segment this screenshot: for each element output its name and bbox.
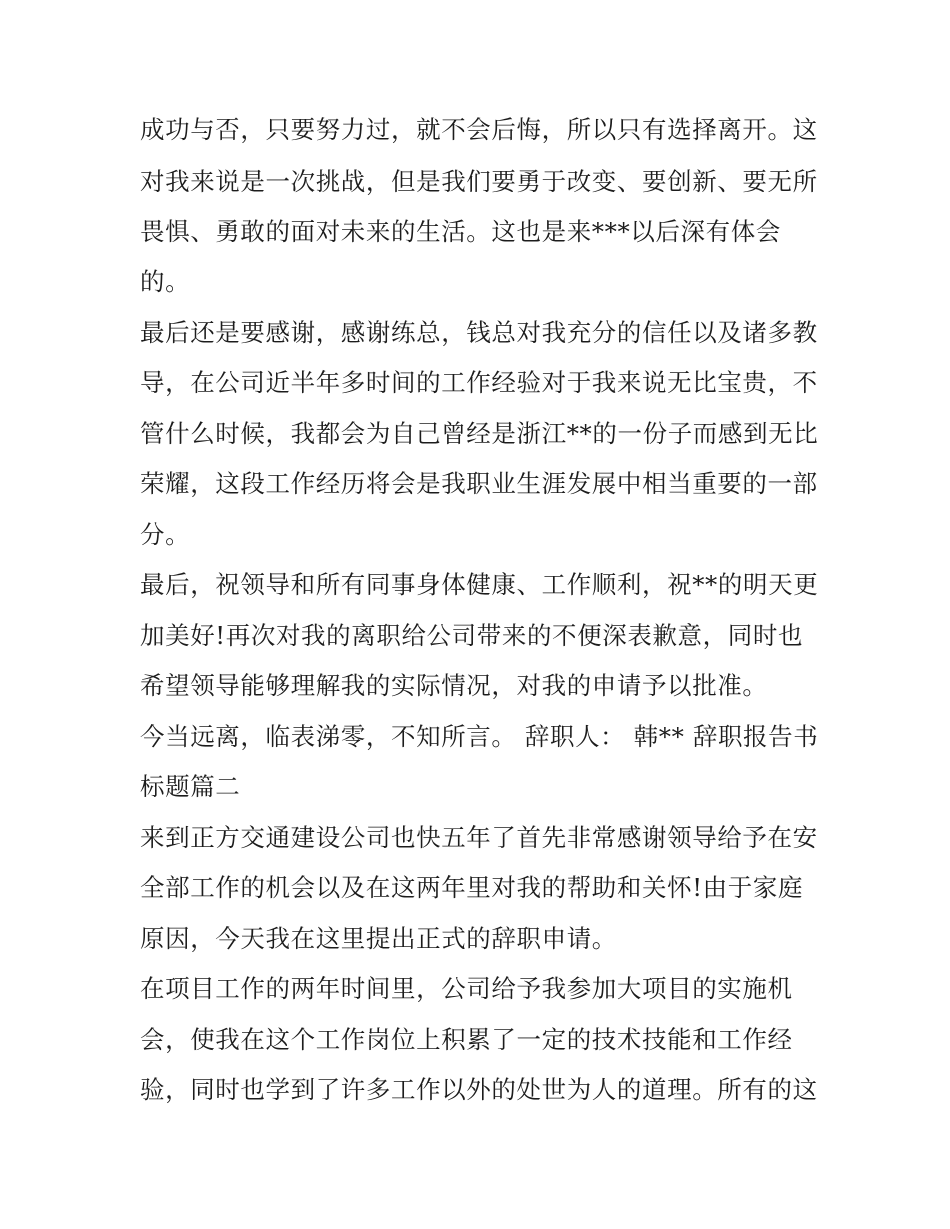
text-line: 验，同时也学到了许多工作以外的处世为人的道理。所有的这 (140, 1075, 818, 1104)
text-line: 荣耀，这段工作经历将会是我职业生涯发展中相当重要的一部 (140, 469, 818, 498)
text-line: 会，使我在这个工作岗位上积累了一定的技术技能和工作经 (140, 1025, 793, 1054)
text-line: 的。 (140, 267, 191, 296)
text-line: 管什么时候，我都会为自己曾经是浙江**的一份子而感到无比 (140, 419, 819, 448)
text-line: 分。 (140, 520, 191, 549)
text-line: 对我来说是一次挑战，但是我们要勇于改变、要创新、要无所 (140, 167, 818, 196)
text-line: 加美好!再次对我的离职给公司带来的不便深表歉意，同时也 (140, 621, 804, 650)
text-line: 希望领导能够理解我的实际情况，对我的申请予以批准。 (140, 671, 768, 700)
text-line: 导，在公司近半年多时间的工作经验对于我来说无比宝贵，不 (140, 368, 818, 397)
text-line: 成功与否，只要努力过，就不会后悔，所以只有选择离开。这 (140, 115, 818, 144)
text-line: 标题篇二 (140, 772, 241, 801)
text-line: 畏惧、勇敢的面对未来的生活。这也是来***以后深有体会 (140, 217, 781, 246)
text-line: 在项目工作的两年时间里，公司给予我参加大项目的实施机 (140, 974, 793, 1003)
text-line: 最后，祝领导和所有同事身体健康、工作顺利，祝**的明天更 (140, 570, 819, 599)
text-line: 最后还是要感谢，感谢练总，钱总对我充分的信任以及诸多教 (140, 318, 818, 347)
text-line: 全部工作的机会以及在这两年里对我的帮助和关怀!由于家庭 (140, 873, 804, 902)
text-line: 来到正方交通建设公司也快五年了首先非常感谢领导给予在安 (140, 823, 818, 852)
text-line: 今当远离，临表涕零，不知所言。 辞职人： 韩** 辞职报告书 (140, 722, 819, 751)
text-line: 原因，今天我在这里提出正式的辞职申请。 (140, 924, 617, 953)
